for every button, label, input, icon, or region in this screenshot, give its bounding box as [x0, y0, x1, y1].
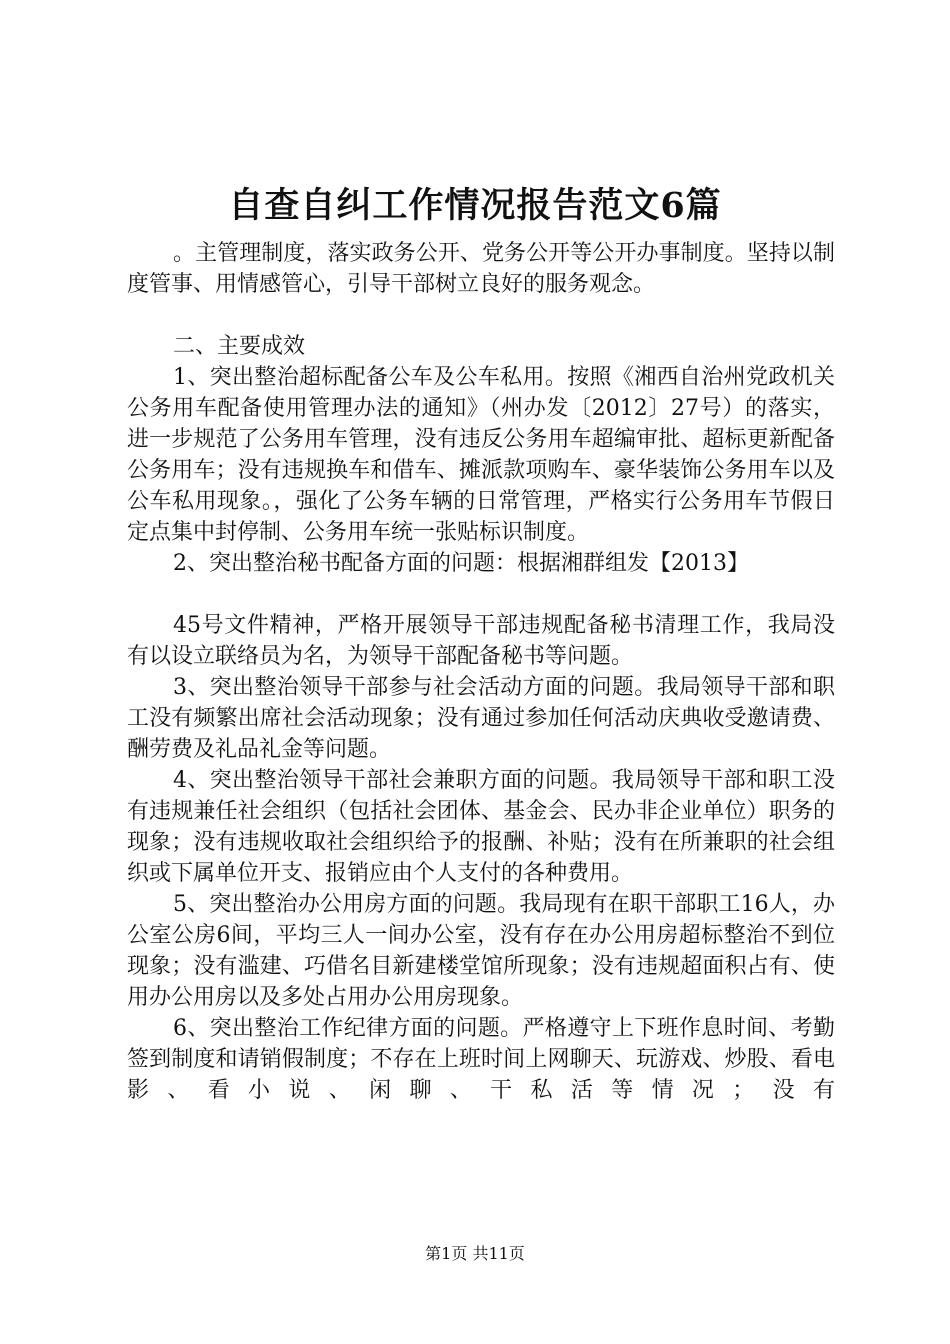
paragraph-gap [127, 300, 835, 331]
paragraph-gap [127, 579, 835, 610]
page-footer: 第1页 共11页 [425, 1244, 525, 1263]
document-body [127, 238, 835, 1106]
paragraph-item-2-continued: 45号文件精神，严格开展领导干部违规配备秘书清理工作，我局没有以设立联络员为名，为领导干部配备秘书等问题。 [127, 613, 835, 669]
document-title: 自查自纠工作情况报告范文6篇 [228, 185, 722, 226]
paragraph-item-6: 6、突出整治工作纪律方面的问题。严格遵守上下班作息时间、考勤签到制度和请销假制度；不存在上班时间上网聊天、玩游戏、炒股、看电影、看小说、闲聊、干私活等情况；没有 [127, 1016, 835, 1103]
paragraph-item-2: 2、突出整治秘书配备方面的问题：根据湘群组发【2013】 [173, 551, 749, 576]
section-heading-main-results: 二、主要成效 [173, 334, 306, 359]
paragraph-item-3: 3、突出整治领导干部参与社会活动方面的问题。我局领导干部和职工没有频繁出席社会活动现象；没有通过参加任何活动庆典收受邀请费、酬劳费及礼品礼金等问题。 [127, 675, 835, 762]
paragraph-item-1: 1、突出整治超标配备公车及公车私用。按照《湘西自治州党政机关公务用车配备使用管理办法的通知》（州办发〔2012〕27号）的落实，进一步规范了公务用车管理，没有违反公务用车超编审批、超标更新配备公务用车；没有违规换车和借车、摊派款项购车、豪华装饰公务用车以及公车私用现象。，强化了公务车辆的日常管理，严格实行公务用车节假日定点集中封停制、公务用车统一张贴标识制度。 [127, 365, 835, 545]
paragraph-intro: 。主管理制度，落实政务公开、党务公开等公开办事制度。坚持以制度管事、用情感管心，引导干部树立良好的服务观念。 [127, 241, 835, 297]
paragraph-item-5: 5、突出整治办公用房方面的问题。我局现有在职干部职工16人，办公室公房6间，平均三人一间办公室，没有存在办公用房超标整治不到位现象；没有滥建、巧借名目新建楼堂馆所现象；没有违规超面积占有、使用办公用房以及多处占用办公用房现象。 [127, 892, 835, 1010]
paragraph-item-4: 4、突出整治领导干部社会兼职方面的问题。我局领导干部和职工没有违规兼任社会组织（包括社会团体、基金会、民办非企业单位）职务的现象；没有违规收取社会组织给予的报酬、补贴；没有在所兼职的社会组织或下属单位开支、报销应由个人支付的各种费用。 [127, 768, 835, 886]
